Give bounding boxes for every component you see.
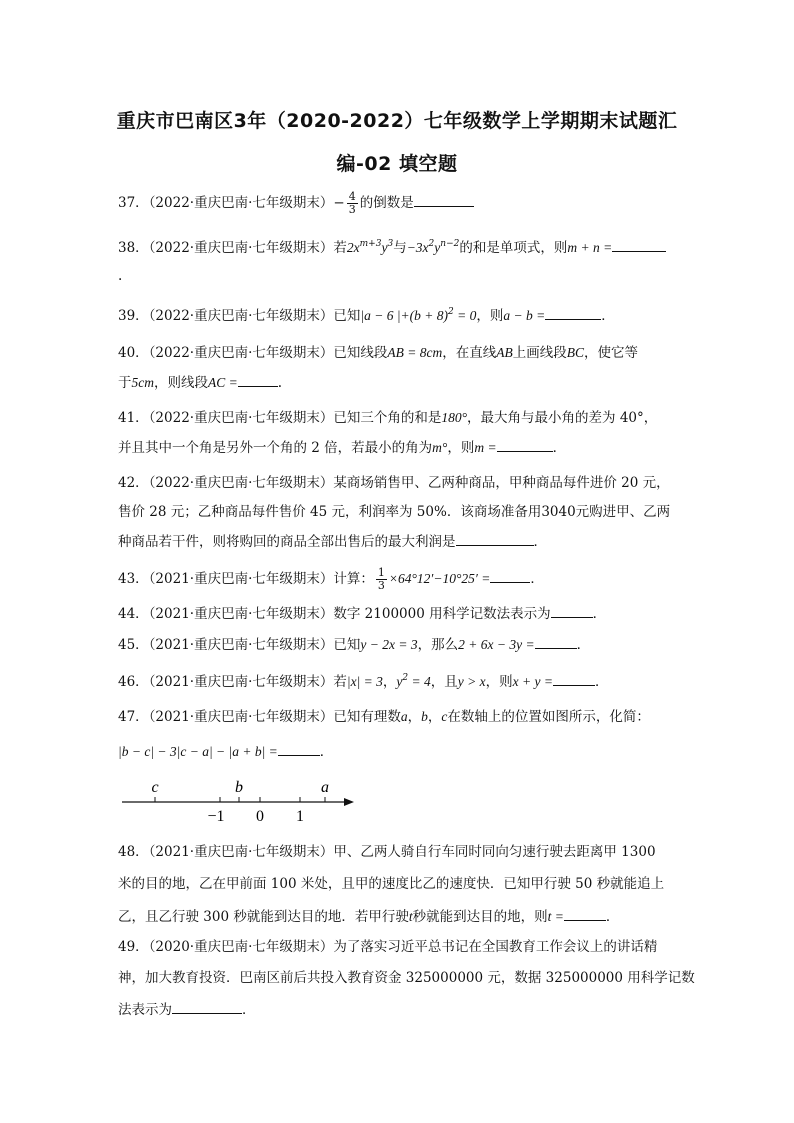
answer-blank — [490, 568, 530, 583]
exponent: 2 — [402, 673, 409, 683]
question-text: 甲、乙两人骑自行车同时同向匀速行驶去距离甲 1300 — [333, 844, 656, 860]
question-44 — [118, 603, 678, 624]
question-text: 已知 — [333, 637, 361, 653]
question-38-end — [118, 266, 678, 286]
question-source: （2021·重庆巴南·七年级期末） — [148, 571, 334, 587]
expression: a − b = — [503, 308, 546, 323]
question-46 — [118, 671, 678, 692]
expression: ×64°12′−10°25′ = — [388, 571, 491, 586]
variable-c: c — [441, 709, 448, 724]
tick-label-zero: 0 — [256, 808, 264, 825]
question-text: 为了落实习近平总书记在全国教育工作会议上的讲话精 — [333, 939, 658, 955]
question-text: 已知 — [333, 308, 361, 324]
question-43 — [118, 567, 678, 592]
question-42-line2 — [118, 502, 678, 522]
answer-blank — [497, 437, 553, 452]
question-number: 46． — [118, 674, 149, 690]
question-source: （2022·重庆巴南·七年级期末） — [148, 345, 334, 361]
question-41 — [118, 408, 678, 428]
expression: AB — [496, 345, 513, 360]
fraction — [376, 567, 387, 592]
value: 180° — [441, 410, 468, 425]
question-42-line3 — [118, 531, 678, 552]
question-number: 41． — [118, 410, 149, 426]
period: ． — [530, 571, 544, 587]
question-text: 数字 2100000 用科学记数法表示为 — [333, 606, 551, 622]
expression: y > x — [457, 674, 486, 689]
page-subtitle: 编-02 填空题 — [336, 153, 458, 175]
question-text: 米的目的地，乙在甲前面 100 米处，且甲的速度比乙的速度快．已知甲行驶 50 秒就能追上 — [118, 876, 665, 892]
question-text: 售价 28 元；乙种商品每件售价 45 元，利润率为 50%．该商场准备用3040元购进甲、乙两 — [118, 504, 671, 520]
expression: = 4 — [408, 674, 431, 689]
question-text: 神，加大教育投资．巴南区前后共投入教育资金 325000000 元，数据 325000000 用科学记数 — [118, 970, 695, 986]
answer-blank — [414, 192, 474, 207]
answer-blank — [278, 741, 320, 756]
period: . — [118, 268, 123, 284]
period: ． — [533, 534, 547, 550]
question-number: 43． — [118, 571, 149, 587]
term: 2x — [346, 240, 360, 255]
question-text: 并且其中一个角是另外一个角的 2 倍，若最小的角为 — [118, 440, 433, 456]
expression: x + y = — [512, 674, 553, 689]
answer-blank — [612, 237, 666, 252]
arrow-head-icon — [344, 798, 354, 806]
answer-blank — [553, 671, 595, 686]
question-text: 若 — [333, 240, 347, 256]
question-38 — [118, 237, 678, 258]
fraction-numerator: 4 — [348, 190, 356, 203]
period: . — [277, 375, 283, 391]
question-48 — [118, 842, 678, 862]
expression: BC — [566, 345, 584, 360]
answer-blank — [172, 999, 242, 1014]
answer-blank — [551, 603, 593, 618]
question-number: 49． — [118, 939, 149, 955]
question-text: 计算： — [333, 571, 374, 587]
expression: |b − c| − 3|c − a| − |a + b| = — [118, 744, 278, 759]
question-45 — [118, 634, 678, 655]
question-number: 45． — [118, 637, 149, 653]
question-text: 乙，且乙行驶 300 秒就能到达目的地．若甲行驶 — [118, 909, 409, 925]
exponent: 2 — [428, 239, 435, 249]
question-source: （2021·重庆巴南·七年级期末） — [148, 606, 334, 622]
fraction-numerator: 1 — [377, 566, 385, 579]
question-source: （2022·重庆巴南·七年级期末） — [148, 195, 334, 211]
question-49-line3 — [118, 999, 678, 1020]
question-text: 某商场销售甲、乙两种商品，甲种商品每件进价 20 元， — [333, 475, 670, 491]
question-text: 已知三个角的和是 — [333, 410, 442, 426]
label-a: a — [321, 779, 329, 796]
question-text: 于 — [118, 375, 132, 391]
value: m° — [432, 440, 448, 455]
question-37 — [118, 191, 678, 216]
period: ． — [605, 909, 620, 925]
question-source: （2022·重庆巴南·七年级期末） — [148, 240, 334, 256]
answer-blank — [535, 634, 577, 649]
question-text: ，在直线 — [442, 345, 497, 361]
period: ． — [592, 606, 607, 622]
question-text: ， — [382, 674, 397, 690]
expression: = 0 — [453, 308, 477, 323]
period: ． — [552, 440, 567, 456]
separator: ， — [427, 709, 442, 725]
answer-blank — [564, 906, 606, 921]
question-text: ，最大角与最小角的差为 40°， — [467, 410, 658, 426]
expression: AB = 8cm — [387, 345, 443, 360]
page-title: 重庆市巴南区3年（2020-2022）七年级数学上学期期末试题汇 — [116, 110, 678, 132]
question-number: 39． — [118, 308, 149, 324]
question-text: 的和是单项式，则 — [459, 240, 568, 256]
question-number: 44． — [118, 606, 149, 622]
question-text: ，则线段 — [154, 375, 208, 391]
period: ． — [242, 1002, 256, 1018]
minus-sign: − — [333, 195, 345, 211]
expression: 5cm — [131, 375, 154, 390]
variable-b: b — [421, 709, 428, 724]
question-text: 的倒数是 — [359, 195, 414, 211]
question-40-line2 — [118, 372, 678, 393]
term: y — [381, 240, 388, 255]
answer-blank — [545, 305, 601, 320]
question-source: （2022·重庆巴南·七年级期末） — [148, 308, 334, 324]
question-42 — [118, 473, 678, 493]
question-source: （2021·重庆巴南·七年级期末） — [148, 637, 334, 653]
answer-blank — [238, 372, 278, 387]
question-number: 42． — [118, 475, 149, 491]
question-text: ，则 — [485, 674, 513, 690]
expression: t = — [547, 909, 564, 924]
question-text: 在数轴上的位置如图所示，化简： — [447, 709, 650, 725]
question-49 — [118, 937, 678, 957]
expression: y — [396, 674, 403, 689]
question-source: （2021·重庆巴南·七年级期末） — [148, 709, 334, 725]
expression: 2 + 6x − 3y = — [458, 637, 535, 652]
question-text: 已知有理数 — [333, 709, 401, 725]
question-text: 法表示为 — [118, 1002, 172, 1018]
term: −3x — [406, 240, 429, 255]
question-text: ，且 — [430, 674, 458, 690]
question-source: （2021·重庆巴南·七年级期末） — [148, 844, 334, 860]
question-number: 37． — [118, 195, 149, 211]
label-c: c — [151, 779, 159, 796]
question-text: ，那么 — [417, 637, 459, 653]
exponent: 2 — [448, 307, 454, 317]
question-source: （2021·重庆巴南·七年级期末） — [148, 674, 334, 690]
term: y — [434, 240, 441, 255]
answer-blank — [456, 531, 534, 546]
separator: ， — [407, 709, 422, 725]
period: ． — [319, 744, 334, 760]
question-40 — [118, 343, 678, 363]
fraction — [347, 191, 358, 216]
exponent: n−2 — [440, 239, 460, 249]
question-text: 与 — [393, 240, 407, 256]
question-text: 上画线段 — [512, 345, 567, 361]
question-number: 38． — [118, 240, 149, 256]
question-39 — [118, 305, 678, 326]
question-48-line3 — [118, 906, 678, 927]
expression: y − 2x = 3 — [360, 637, 418, 652]
question-number: 40． — [118, 345, 149, 361]
exponent: 3 — [387, 239, 394, 249]
expression: AC = — [208, 375, 238, 390]
expression: |a − 6 |+(b + 8) — [360, 308, 449, 323]
question-number: 47． — [118, 709, 149, 725]
number-line-figure — [118, 772, 368, 828]
label-b: b — [235, 779, 243, 796]
period: ． — [601, 308, 615, 324]
expression: |x| = 3 — [346, 674, 383, 689]
variable-t: t — [408, 909, 413, 924]
tick-label-one: 1 — [296, 808, 304, 825]
question-47-line2 — [118, 741, 678, 762]
exponent: m+3 — [359, 239, 382, 249]
question-number: 48． — [118, 844, 149, 860]
period: ． — [594, 674, 609, 690]
question-text: 已知线段 — [333, 345, 388, 361]
fraction-denominator: 3 — [377, 579, 385, 592]
question-text: ，则 — [476, 308, 504, 324]
period: ． — [576, 637, 591, 653]
question-source: （2022·重庆巴南·七年级期末） — [148, 475, 334, 491]
question-text: 若 — [333, 674, 347, 690]
expression: m + n = — [567, 240, 613, 255]
question-48-line2 — [118, 874, 678, 894]
tick-label-neg1: −1 — [207, 808, 225, 825]
question-text: 秒就能到达目的地，则 — [412, 909, 548, 925]
question-text: ，使它等 — [584, 345, 638, 361]
question-source: （2020·重庆巴南·七年级期末） — [148, 939, 334, 955]
fraction-denominator: 3 — [348, 203, 356, 216]
question-text: ，则 — [447, 440, 475, 456]
question-47 — [118, 707, 678, 727]
question-41-line2 — [118, 437, 678, 458]
question-source: （2022·重庆巴南·七年级期末） — [148, 410, 334, 426]
question-49-line2 — [118, 968, 695, 988]
expression: m = — [474, 440, 497, 455]
question-text: 种商品若干件，则将购回的商品全部出售后的最大利润是 — [118, 534, 456, 550]
variable-a: a — [400, 709, 408, 724]
